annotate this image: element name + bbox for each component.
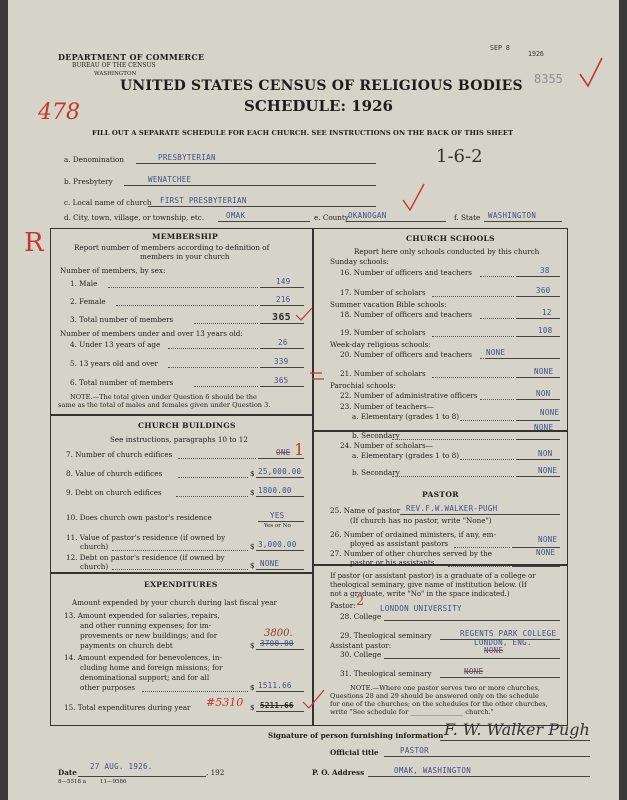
grad-instruction-1: If pastor (or assistant pastor) is a graduate of a college or (330, 572, 536, 580)
q23a-value: NONE (540, 408, 560, 417)
q24a-label: a. Elementary (grades 1 to 8) (352, 451, 459, 460)
received-stamp-year: 1926 (528, 50, 544, 58)
pastor-title: PASTOR (422, 490, 459, 499)
weekday-heading: Week-day religious schools: (330, 340, 431, 349)
dollar-sign: $ (250, 469, 255, 478)
schools-title: CHURCH SCHOOLS (406, 234, 495, 243)
county-value: OKANOGAN (348, 211, 387, 220)
q10-value: YES (270, 511, 285, 520)
q10-label: 10. Does church own pastor's residence (66, 513, 212, 522)
header-block (8, 0, 619, 140)
q24b-label: b. Secondary (352, 468, 400, 477)
denomination-code: 1-6-2 (436, 146, 483, 167)
schools-sub: Report here only schools conducted by this church (354, 247, 540, 256)
denomination-label: a. Denomination (64, 155, 124, 164)
q27-label: 27. Number of other churches served by the (330, 549, 493, 558)
q29-value: REGENTS PARK COLLEGE (460, 629, 557, 638)
q11-label: 11. Value of pastor's residence (if owned by (66, 533, 226, 542)
q25-value: REV.F.W.WALKER-PUGH (406, 504, 498, 513)
received-stamp-date: SEP 8 (490, 44, 510, 52)
q4-label: 4. Under 13 years of age (70, 340, 161, 349)
membership-note1: NOTE.—The total given under Question 6 should be the (70, 393, 257, 401)
date-value: 27 AUG. 1926. (90, 762, 153, 771)
pastor-note-3: for one of the churches; on the schedules for the other churches, (330, 700, 548, 708)
form-number-2: 11—9586 (100, 779, 127, 785)
q24-label: 24. Number of scholars— (340, 441, 433, 450)
q24a-value: NON (538, 449, 553, 458)
expenditures-title: EXPENDITURES (144, 580, 218, 589)
county-label: e. County (314, 213, 349, 222)
presbytery-value: WENATCHEE (148, 175, 192, 184)
q15-label: 15. Total expenditures during year (64, 703, 191, 712)
q14-label-d: other purposes (80, 683, 136, 692)
city-value: OMAK (226, 211, 246, 220)
q20-label: 20. Number of officers and teachers (340, 350, 472, 359)
q2-label: 2. Female (70, 297, 106, 306)
q14-label: 14. Amount expended for benevolences, in- (64, 653, 222, 662)
official-title-value: PASTOR (400, 746, 429, 755)
age-heading: Number of members under and over 13 years old: (60, 329, 243, 338)
q26-label: 26. Number of ordained ministers, if any, em- (330, 530, 496, 539)
membership-sub1: Report number of members according to definition of (74, 243, 270, 252)
date-year: , 192 (206, 768, 225, 777)
membership-title: MEMBERSHIP (152, 232, 219, 241)
q28-label: 28. College (340, 612, 382, 621)
q11-value: 3,000.00 (258, 540, 297, 549)
presbytery-label: b. Presbytery (64, 177, 113, 186)
q17-label: 17. Number of scholars (340, 288, 426, 297)
q13-value: 3700.00 (260, 639, 294, 648)
q7-hand-value: 1 (294, 440, 305, 459)
q26-label-b: ployed as assistant pastors (350, 539, 449, 548)
dept-name: DEPARTMENT OF COMMERCE (58, 52, 205, 62)
membership-sub2: members in your church (140, 252, 230, 261)
sunday-heading: Sunday schools: (330, 257, 389, 266)
q6-value: 365 (274, 376, 289, 385)
pastor-sublabel: Pastor: (330, 601, 356, 610)
q22-value: NON (536, 389, 551, 398)
q22-label: 22. Number of administrative officers (340, 391, 478, 400)
q8-label: 8. Value of church edifices (66, 469, 163, 478)
q3-label: 3. Total number of members (70, 315, 174, 324)
form-number: 8—5518 a (58, 779, 87, 785)
q28-value: LONDON UNIVERSITY (380, 604, 462, 613)
q1-label: 1. Male (70, 279, 98, 288)
check-mark-icon (308, 370, 326, 384)
q10-sublabel: Yes or No (264, 523, 291, 529)
q26-value: NONE (538, 535, 558, 544)
q13-label-c: provements or new buildings; and for (80, 631, 218, 640)
q18-value: 12 (542, 308, 552, 317)
bureau-name: BUREAU OF THE CENSUS (72, 62, 156, 69)
check-mark-icon (576, 56, 606, 90)
q9-value: 1800.00 (258, 486, 292, 495)
by-sex-heading: Number of members, by sex: (60, 266, 166, 275)
pastor-note-1: NOTE.—Where one pastor serves two or more churches, (350, 684, 540, 692)
schedule-serial: 8355 (534, 72, 563, 86)
signature-label: Signature of person furnishing information (268, 731, 444, 740)
q12-value: NONE (260, 559, 280, 568)
check-mark-icon (294, 306, 314, 322)
q23b-label: b. Secondary (352, 431, 400, 440)
signature-value: F. W. Walker Pugh (444, 720, 590, 739)
q13-label-d: payments on church debt (80, 641, 173, 650)
buildings-sub: See instructions, paragraphs 10 to 12 (110, 435, 248, 444)
bureau-city: WASHINGTON (94, 71, 137, 77)
parochial-heading: Parochial schools: (330, 381, 396, 390)
q5-value: 339 (274, 357, 289, 366)
dollar-sign: $ (250, 641, 255, 650)
dollar-sign: $ (250, 683, 255, 692)
q6-label: 6. Total number of members (70, 378, 174, 387)
form-title: UNITED STATES CENSUS OF RELIGIOUS BODIES (120, 78, 523, 94)
q23a-label: a. Elementary (grades 1 to 8) (352, 412, 459, 421)
q16-value: 38 (540, 266, 550, 275)
hand-number: 478 (38, 100, 80, 125)
q31-label: 31. Theological seminary (340, 669, 432, 678)
dollar-sign: $ (250, 561, 255, 570)
schedule-title: SCHEDULE: 1926 (244, 97, 393, 115)
census-form-sheet (8, 0, 619, 800)
q19-value: 108 (538, 326, 553, 335)
q30-label: 30. College (340, 650, 382, 659)
city-label: d. City, town, village, or township, etc. (64, 213, 205, 222)
church-name-value: FIRST PRESBYTERIAN (160, 196, 247, 205)
dollar-sign: $ (250, 703, 255, 712)
summer-heading: Summer vacation Bible schools: (330, 300, 447, 309)
q31-value: NONE (464, 667, 484, 676)
margin-mark: R (24, 228, 44, 258)
q9-label: 9. Debt on church edifices (66, 488, 162, 497)
q19-label: 19. Number of scholars (340, 328, 426, 337)
dollar-sign: $ (250, 542, 255, 551)
q25-label: 25. Name of pastor (330, 506, 401, 515)
q7-label: 7. Number of church edifices (66, 450, 173, 459)
pastor-hand-mark: 2 (356, 594, 365, 609)
q14-label-c: denominational support; and for all (80, 673, 210, 682)
check-mark-icon (300, 688, 326, 710)
membership-note2: same as the total of males and females given under Question 3. (58, 401, 271, 409)
q27-value: NONE (536, 548, 556, 557)
q1-value: 149 (276, 277, 291, 286)
state-label: f. State (454, 213, 481, 222)
q12-label-cont: church) (80, 562, 109, 571)
instruction-line: FILL OUT A SEPARATE SCHEDULE FOR EACH CHURCH. SEE INSTRUCTIONS ON THE BACK OF THIS SHEET (92, 129, 514, 137)
pastor-note-2: Questions 28 and 29 should be answered only on the schedule (330, 692, 539, 700)
q13-label-b: and other running expenses; for im- (80, 621, 212, 630)
po-address-value: OMAK, WASHINGTON (394, 766, 472, 775)
state-value: WASHINGTON (488, 211, 537, 220)
assistant-sublabel: Assistant pastor: (330, 641, 392, 650)
q11-label-cont: church) (80, 542, 109, 551)
expenditures-sub: Amount expended by your church during last fiscal year (72, 598, 277, 607)
q23-label: 23. Number of teachers— (340, 402, 434, 411)
date-label: Date (58, 768, 77, 777)
denomination-value: PRESBYTERIAN (158, 153, 216, 162)
q24b-value: NONE (538, 466, 558, 475)
church-name-label: c. Local name of church (64, 198, 152, 207)
q16-label: 16. Number of officers and teachers (340, 268, 472, 277)
q8-value: 25,000.00 (258, 467, 302, 476)
buildings-title: CHURCH BUILDINGS (138, 421, 236, 430)
q12-label: 12. Debt on pastor's residence (if owned by (66, 553, 225, 562)
official-title-label: Official title (330, 748, 379, 757)
q14-value: 1511.66 (258, 681, 292, 690)
po-address-label: P. O. Address (312, 768, 365, 777)
q29-label: 29. Theological seminary (340, 631, 432, 640)
q13-hand-value: 3800. (264, 628, 293, 639)
q7-value: ONE (276, 448, 291, 457)
q5-label: 5. 13 years old and over (70, 359, 158, 368)
pastor-note-4: write "See schedule for ________________ church." (330, 708, 494, 716)
q3-value: 365 (272, 312, 291, 323)
q25-sublabel: (If church has no pastor, write "None") (350, 516, 492, 525)
grad-instruction-3: not a graduate, write "No" in the space indicated.) (330, 590, 510, 598)
q4-value: 26 (278, 338, 288, 347)
check-mark-icon (400, 182, 426, 212)
dollar-sign: $ (250, 488, 255, 497)
q18-label: 18. Number of officers and teachers (340, 310, 472, 319)
q17-value: 360 (536, 286, 551, 295)
q27-label-b: pastor or his assistants (350, 558, 435, 567)
q20-value: NONE (486, 348, 506, 357)
q2-value: 216 (276, 295, 291, 304)
q14-label-b: cluding home and foreign missions; for (80, 663, 223, 672)
q29-value-cont: LONDON, ENG. (474, 638, 532, 647)
q30-value: NONE (484, 646, 504, 655)
q21-label: 21. Number of scholars (340, 369, 426, 378)
grad-instruction-2: theological seminary, give name of institution below. (If (330, 581, 527, 589)
q15-hand-value: #5310 (206, 696, 244, 709)
q15-value: 5211.66 (260, 701, 294, 710)
q21-value: NONE (534, 367, 554, 376)
q23b-value: NONE (534, 423, 554, 432)
q13-label: 13. Amount expended for salaries, repairs, (64, 611, 220, 620)
